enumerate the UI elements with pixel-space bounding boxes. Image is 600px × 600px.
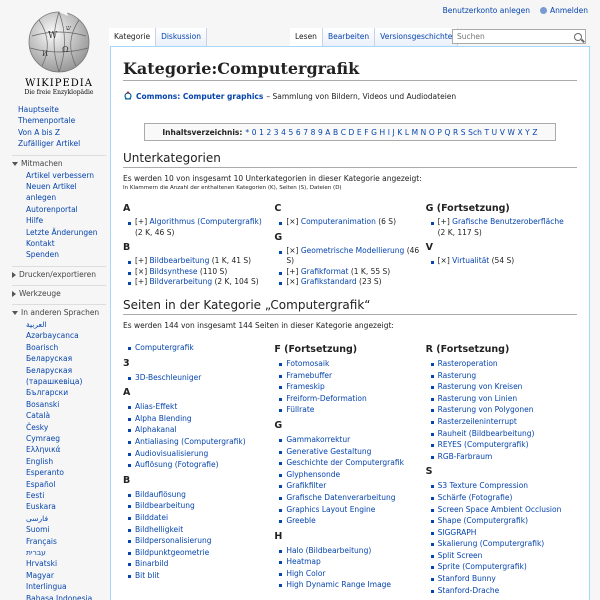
sidebar-item-language[interactable]: Azərbaycanca (26, 331, 79, 341)
list-item (438, 561, 571, 573)
toc-label: Inhaltsverzeichnis: (162, 127, 243, 137)
subcategory-column (274, 199, 425, 288)
sidebar-item-mitmachen[interactable]: Spenden (26, 250, 60, 260)
list-item (135, 401, 268, 413)
sidebar-item-mitmachen[interactable]: Hilfe (26, 216, 44, 226)
subcategory-link[interactable]: Bildsynthese (149, 266, 198, 276)
list-item (438, 428, 571, 440)
list-item (438, 381, 571, 393)
page-letter-heading: F (Fortsetzung) (274, 343, 358, 355)
search-input[interactable] (457, 32, 572, 41)
wikipedia-logo[interactable] (14, 6, 104, 96)
page-link[interactable]: Split Screen (437, 550, 483, 560)
sidebar-head-sprachen[interactable] (12, 304, 106, 318)
page-link[interactable]: Rasterung von Linien (437, 393, 518, 403)
page-link[interactable]: Antialiasing (Computergrafik) (135, 436, 246, 446)
pages-intro: Es werden 144 von insgesamt 144 Seiten in dieser Kategorie angezeigt: (123, 320, 394, 330)
sidebar-item-language[interactable]: Interlingua (26, 582, 67, 592)
sidebar-item-mitmachen[interactable]: Letzte Änderungen (26, 227, 98, 237)
list-item (135, 558, 268, 570)
page-link[interactable]: Stanford-Drache (437, 585, 500, 595)
commons-text: – Sammlung von Bildern, Videos und Audiodateien (266, 91, 457, 101)
sidebar-item-mitmachen[interactable]: Kontakt (26, 239, 55, 249)
subcategory-column (123, 199, 274, 288)
subcategory-item (438, 217, 571, 238)
subcategory-link[interactable]: Virtualität (452, 256, 490, 266)
subcategory-letter-heading: G (274, 231, 283, 243)
sidebar-item-language[interactable]: Suomi (26, 525, 50, 535)
commons-box (123, 91, 577, 101)
logo-subtitle: Die freie Enzyklopädie (24, 89, 94, 96)
subcategory-letter-heading: B (123, 242, 131, 254)
subcategory-count: (2 K, 46 S) (135, 227, 175, 237)
sidebar-item-language[interactable]: Euskara (26, 502, 56, 512)
page-link[interactable]: REYES (Computergrafik) (437, 440, 529, 450)
table-of-contents (144, 123, 556, 141)
page-link[interactable]: Bildpersonalisierung (135, 536, 212, 546)
page-link[interactable]: Fotomosaik (286, 358, 330, 368)
subcategory-link[interactable]: Computeranimation (300, 217, 376, 226)
tab-versionsgeschichte[interactable]: Versionsgeschichte (375, 28, 458, 46)
subcategory-item (135, 256, 268, 267)
page-link[interactable]: Bildbearbeitung (135, 501, 195, 511)
list-item (438, 480, 571, 492)
page-letter-heading: G (274, 419, 283, 431)
list-item (286, 358, 419, 370)
subcategory-list (135, 217, 268, 238)
list-item (438, 358, 571, 370)
list-item (438, 527, 571, 539)
list-item (135, 512, 268, 524)
subcategory-link[interactable]: Bildverarbeitung (149, 277, 213, 287)
page-link[interactable]: Bilddatei (135, 512, 169, 522)
list-item (135, 448, 268, 460)
subcategory-list (438, 217, 571, 238)
list-item (135, 459, 268, 471)
sidebar-navigation (18, 104, 106, 150)
subcategory-link[interactable]: Algorithmus (Computergrafik) (149, 217, 262, 226)
sidebar-head-drucken[interactable] (12, 266, 106, 280)
page-link[interactable]: Alias-Effekt (135, 402, 178, 412)
subcategory-count: (54 S) (489, 256, 515, 266)
list-item (286, 504, 419, 516)
expand-marker[interactable]: [×] (286, 245, 299, 255)
list-item (135, 342, 268, 354)
subcategory-letter-heading: A (123, 203, 131, 214)
page-columns (123, 340, 577, 596)
svg-text:ש: ש (66, 24, 71, 32)
tab-lesen[interactable]: Lesen (290, 28, 323, 46)
page-link[interactable]: Grafikfilter (286, 481, 327, 491)
expand-marker[interactable]: [×] (135, 266, 148, 276)
subcategories-heading: Unterkategorien (123, 151, 577, 168)
create-account-link[interactable]: Benutzerkonto anlegen (442, 6, 530, 15)
sidebar-item-language[interactable]: Ελληνικά (26, 445, 61, 455)
commons-logo-icon (123, 91, 133, 101)
puzzle-globe-icon (24, 6, 94, 76)
page-link[interactable]: Rasterung von Kreisen (437, 382, 523, 392)
page-list (438, 358, 571, 462)
page-link[interactable]: Alpha Blending (135, 413, 192, 423)
sidebar-item-language[interactable]: Bahasa Indonesia (26, 593, 93, 600)
sidebar-head-werkzeuge[interactable] (12, 285, 106, 299)
sidebar-item-language[interactable]: Boarisch (26, 342, 59, 352)
sidebar-item-language[interactable]: Français (26, 536, 57, 546)
sidebar-item-language[interactable]: Български (26, 388, 69, 398)
expand-marker[interactable]: [+] (135, 256, 148, 266)
page-link[interactable]: Heatmap (286, 557, 321, 567)
svg-text:Ω: Ω (62, 45, 69, 54)
subcategory-count: (2 K, 104 S) (212, 277, 259, 287)
sidebar-item-nav[interactable]: Hauptseite (18, 105, 59, 114)
page-link[interactable]: Halo (Bildbearbeitung) (286, 545, 372, 555)
page-link[interactable]: Audiovisualisierung (135, 448, 209, 458)
sidebar-head-mitmachen[interactable] (12, 155, 106, 169)
expand-marker[interactable]: [+] (437, 217, 450, 226)
chevron-right-icon (12, 272, 16, 278)
page-link[interactable]: Skalierung (Computergrafik) (437, 539, 545, 549)
page-link[interactable]: S3 Texture Compression (437, 481, 529, 491)
list-item (286, 469, 419, 481)
subcategory-item (286, 217, 419, 228)
page-link[interactable]: Freiform-Deformation (286, 393, 367, 403)
namespace-tabs (109, 28, 207, 46)
subcategory-link[interactable]: Grafikstandard (300, 277, 357, 287)
subcategory-columns (123, 199, 577, 288)
subcategory-link[interactable]: Grafikformat (300, 266, 349, 276)
subcategory-list (438, 256, 571, 267)
sidebar-mitmachen-list (26, 170, 106, 261)
sidebar-item-language[interactable]: Česky (26, 422, 49, 432)
list-item (286, 545, 419, 557)
sidebar-item-language[interactable]: Cymraeg (26, 433, 61, 443)
subcategory-item (286, 246, 419, 267)
page-letter-heading: A (123, 387, 131, 399)
sidebar-item-nav[interactable]: Von A bis Z (18, 127, 61, 137)
subcategory-item (135, 217, 268, 238)
page-link[interactable]: Grafische Datenverarbeitung (286, 492, 396, 502)
subcategory-list (286, 217, 419, 228)
page-link[interactable]: Füllrate (286, 405, 315, 415)
subcategory-link[interactable]: Grafische Benutzeroberfläche (452, 217, 564, 226)
subcategory-list (135, 256, 268, 288)
search-box (452, 29, 586, 44)
tab-bearbeiten[interactable]: Bearbeiten (323, 28, 375, 46)
page-list (135, 489, 268, 582)
expand-marker[interactable]: [+] (135, 277, 148, 287)
sidebar-item-language[interactable]: English (26, 456, 54, 466)
page-column (123, 340, 274, 596)
page-link[interactable]: Alphakanal (135, 425, 177, 435)
sidebar-item-language[interactable]: Bosanski (26, 399, 60, 409)
page-link[interactable]: Bildpunktgeometrie (135, 547, 210, 557)
expand-marker[interactable]: [×] (286, 217, 299, 226)
sidebar-head-label: Drucken/exportieren (19, 269, 96, 279)
list-item (135, 524, 268, 536)
page-link[interactable]: Generative Gestaltung (286, 446, 372, 456)
subcategory-count: (6 S) (375, 217, 396, 226)
page-link[interactable]: Frameskip (286, 382, 325, 392)
page-link[interactable]: Rasteroperation (437, 358, 498, 368)
subcategory-item (438, 256, 571, 267)
list-item (135, 413, 268, 425)
page-link[interactable]: Sprite (Computergrafik) (437, 562, 527, 572)
list-item (135, 570, 268, 582)
page-list (286, 358, 419, 416)
page-link[interactable]: Screen Space Ambient Occlusion (437, 504, 562, 514)
subcategory-letter-heading: V (425, 242, 433, 254)
expand-marker[interactable]: [+] (135, 217, 148, 226)
sidebar-item-language[interactable]: Беларуская (тарашкевіца) (26, 365, 83, 386)
list-item (286, 515, 419, 527)
page-link[interactable]: Stanford Bunny (437, 574, 496, 584)
sidebar-item-language[interactable]: עברית (26, 548, 46, 557)
page-link[interactable]: Bildauflösung (135, 489, 186, 499)
list-item (438, 416, 571, 428)
page-letter-heading: 3 (123, 357, 130, 369)
page-letter-heading: H (274, 530, 283, 542)
list-item (438, 404, 571, 416)
list-item (286, 492, 419, 504)
list-item (286, 404, 419, 416)
sidebar-item-language[interactable]: فارسی (26, 513, 49, 523)
page-link[interactable]: Schärfe (Fotografie) (437, 492, 513, 502)
list-item (286, 579, 419, 591)
sidebar-item-language[interactable]: Català (26, 411, 51, 421)
personal-tools (443, 6, 588, 15)
chevron-down-icon (12, 311, 18, 315)
commons-link[interactable]: Commons: Computer graphics (136, 91, 264, 101)
list-item (438, 504, 571, 516)
subcategory-link[interactable]: Geometrische Modellierung (300, 245, 405, 255)
subcategories-intro: Es werden 10 von insgesamt 10 Unterkategorien in dieser Kategorie angezeigt: (123, 174, 422, 183)
pages-heading: Seiten in der Kategorie „Computergrafik“ (123, 298, 577, 315)
page-link[interactable]: Bit blit (135, 570, 160, 580)
page-link[interactable]: Computergrafik (135, 342, 194, 352)
sidebar-item-language[interactable]: العربية (26, 319, 47, 329)
list-item (135, 436, 268, 448)
sidebar-head-label: Werkzeuge (19, 288, 61, 298)
user-icon (540, 7, 547, 14)
list-item (286, 434, 419, 446)
expand-marker[interactable]: [×] (286, 277, 299, 287)
subcategory-link[interactable]: Bildbearbeitung (149, 256, 210, 266)
list-item (438, 550, 571, 562)
expand-marker[interactable]: [+] (286, 266, 299, 276)
page-link[interactable]: Binarbild (135, 559, 169, 569)
page-link[interactable]: Rasterung (437, 370, 477, 380)
page-list (286, 434, 419, 527)
list-item (438, 492, 571, 504)
list-item (135, 535, 268, 547)
sidebar-head-label: In anderen Sprachen (21, 307, 100, 317)
list-item (438, 393, 571, 405)
subcategory-letter-heading: G (Fortsetzung) (425, 203, 510, 214)
page-column (274, 340, 425, 596)
sidebar-head-label: Mitmachen (21, 158, 63, 168)
subcategory-count: (2 K, 117 S) (437, 227, 482, 237)
page-column (426, 340, 577, 596)
list-item (286, 457, 419, 469)
sidebar-item-language[interactable]: Eesti (26, 490, 45, 500)
list-item (286, 446, 419, 458)
list-item (438, 370, 571, 382)
list-item (286, 381, 419, 393)
list-item (286, 480, 419, 492)
sidebar-item-mitmachen[interactable]: Artikel verbessern (26, 170, 95, 180)
page-list (135, 342, 268, 354)
page-list (438, 480, 571, 596)
sidebar-item-language[interactable]: Español (26, 479, 56, 489)
list-item (135, 424, 268, 436)
subcategory-letter-heading: C (274, 203, 282, 214)
login-label[interactable]: Anmelden (549, 6, 588, 15)
page-link[interactable]: Gammakorrektur (286, 434, 351, 444)
sidebar-item-language[interactable]: Esperanto (26, 468, 64, 478)
chevron-down-icon (12, 162, 18, 166)
list-item (286, 568, 419, 580)
page-link[interactable]: Rauheit (Bildbearbeitung) (437, 428, 535, 438)
page-link[interactable]: High Dynamic Range Image (286, 580, 392, 590)
page-list (286, 545, 419, 591)
page-link[interactable]: Auflösung (Fotografie) (135, 460, 219, 470)
tab-kategorie[interactable]: Kategorie (109, 28, 156, 46)
expand-marker[interactable]: [×] (437, 256, 450, 266)
page-link[interactable]: RGB-Farbraum (437, 451, 493, 461)
page-link[interactable]: High Color (286, 568, 326, 578)
sidebar-item-nav[interactable]: Themenportale (18, 116, 76, 126)
page-link[interactable]: SIGGRAPH (437, 527, 477, 537)
subcategory-count: (1 K, 41 S) (209, 256, 252, 266)
list-item (438, 538, 571, 550)
subcategory-count: (110 S) (197, 266, 228, 276)
svg-text:И: И (42, 50, 49, 58)
subcategory-count: (46 S) (286, 245, 420, 266)
page-link[interactable]: Greeble (286, 516, 316, 526)
list-item (135, 489, 268, 501)
login-link[interactable] (540, 6, 588, 15)
page-link[interactable]: 3D-Beschleuniger (135, 372, 202, 382)
sidebar (18, 104, 106, 600)
subcategory-item (286, 277, 419, 288)
subcategory-item (135, 277, 268, 288)
sidebar-item-mitmachen[interactable]: Neuen Artikel anlegen (26, 182, 77, 203)
page-letter-heading: B (123, 474, 131, 486)
page-list (135, 372, 268, 384)
list-item (135, 372, 268, 384)
page-link[interactable]: Shape (Computergrafik) (437, 516, 529, 526)
page-link[interactable]: Glyphensonde (286, 469, 341, 479)
toc-letters[interactable]: * 0 1 2 3 4 5 6 7 8 9 A B C D E F G H I J K L M N O P Q R S Sch T U V W X Y Z (245, 127, 538, 137)
page-link[interactable]: Rasterung von Polygonen (437, 405, 534, 415)
list-item (286, 556, 419, 568)
main-content (110, 46, 590, 600)
list-item (438, 451, 571, 463)
view-tabs (290, 28, 458, 46)
sidebar-item-language[interactable]: Hrvatski (26, 559, 58, 569)
svg-text:W: W (48, 31, 58, 41)
sidebar-item-mitmachen[interactable]: Autorenportal (26, 204, 78, 214)
tab-diskussion[interactable]: Diskussion (156, 28, 207, 46)
page-list (135, 401, 268, 471)
list-item (286, 393, 419, 405)
logo-title: WIKIPEDIA (25, 78, 93, 89)
list-item (135, 547, 268, 559)
subcategory-item (286, 267, 419, 278)
sidebar-item-nav[interactable]: Zufälliger Artikel (18, 139, 81, 149)
page-link[interactable]: Bildhelligkeit (135, 524, 184, 534)
sidebar-item-language[interactable]: Беларуская (26, 354, 73, 364)
list-item (438, 585, 571, 597)
page-title: Kategorie:Computergrafik (123, 59, 577, 81)
subcategory-count: (1 K, 55 S) (348, 266, 391, 276)
sidebar-item-language[interactable]: Magyar (26, 570, 54, 580)
page-link[interactable]: Geschichte der Computergrafik (286, 458, 404, 468)
list-item (438, 439, 571, 451)
page-link[interactable]: Rasterzeileninterrupt (437, 416, 517, 426)
page-link[interactable]: Framebuffer (286, 370, 333, 380)
page-link[interactable]: Graphics Layout Engine (286, 504, 376, 514)
sidebar-language-list (26, 319, 106, 600)
subcategory-list (286, 246, 419, 288)
subcategories-note: In Klammern die Anzahl der enthaltenen Kategorien (K), Seiten (S), Dateien (D) (123, 185, 342, 191)
list-item (286, 370, 419, 382)
search-icon[interactable] (574, 33, 582, 41)
page-letter-heading: S (425, 466, 433, 478)
chevron-right-icon (12, 291, 16, 297)
subcategory-column (426, 199, 577, 288)
page-letter-heading: R (Fortsetzung) (425, 343, 510, 355)
list-item (438, 573, 571, 585)
subcategory-item (135, 267, 268, 278)
list-item (135, 500, 268, 512)
list-item (438, 515, 571, 527)
subcategory-count: (23 S) (356, 277, 382, 287)
